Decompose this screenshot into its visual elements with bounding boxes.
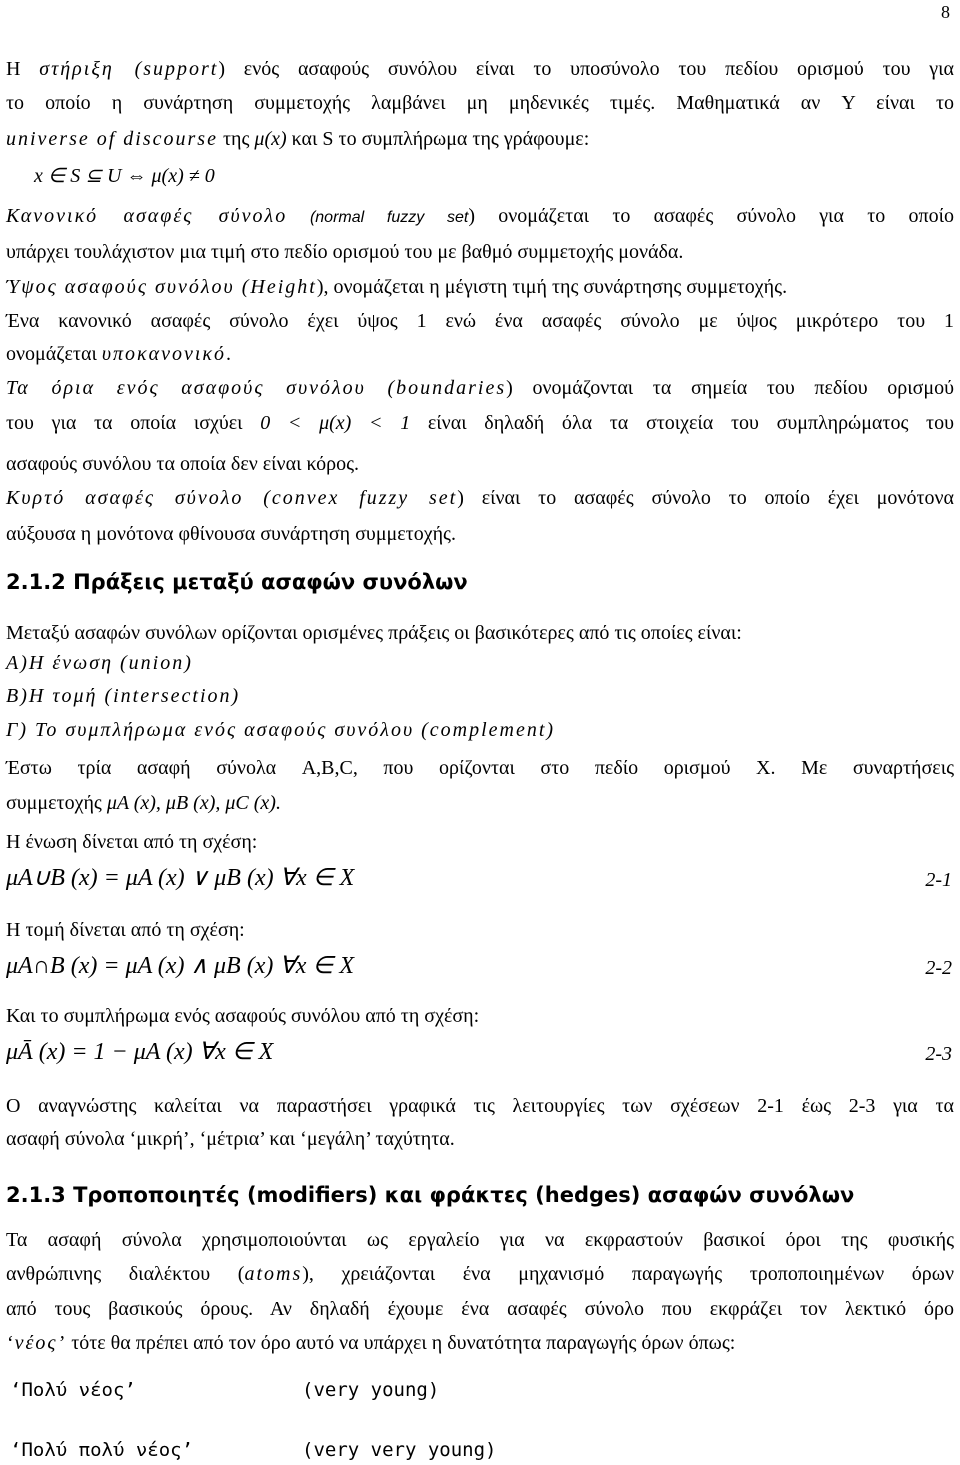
modifiers-line-1: Τα ασαφή σύνολα χρησιμοποιούνται ως εργαλείο για να εκφραστούν βασικοί όροι της φυσικής [6,1229,954,1251]
term-normal-en: (normal fuzzy set [287,209,469,226]
example-greek-2: ‘Πολύ πολύ νέος’ [10,1439,194,1461]
term-young: ‘νέος’ [6,1332,67,1354]
term-subnormal: υποκανονικό [101,343,227,365]
equation-number: 2-3 [925,1043,952,1065]
text: . [226,343,232,365]
support-line-3 [6,127,589,151]
intersection-intro: Η τομή δίνεται από τη σχέση: [6,919,245,941]
term-support: στήριξη (support [39,58,219,80]
text: και S το συμπλήρωμα της γράφουμε: [286,128,590,150]
normal-line-1 [6,204,954,230]
text: ) ενός ασαφούς συνόλου είναι το υποσύνολο του πεδίου ορισμού του για [218,58,955,80]
formula-boundaries: 0 < μ(x) < 1 [260,412,411,434]
boundaries-line-3: ασαφούς συνόλου τα οποία δεν είναι κόρος. [6,453,359,475]
op-union: Α)Η ένωση (union) [6,652,193,674]
op-complement: Γ) Το συμπλήρωμα ενός ασαφούς συνόλου (complement) [6,719,556,741]
intersection-equation [6,950,952,982]
term-universe: universe of discourse [6,128,218,150]
term-normal: Κανονικό ασαφές σύνολο [6,205,288,227]
support-line-1 [6,57,954,81]
equation-number: 2-1 [925,869,952,891]
equation-text: μA∩B (x) = μA (x) ∧ μB (x) ∀x ∈ X [6,953,354,979]
example-english-2: (very very young) [302,1439,497,1461]
support-formula: x ∈ S ⊆ U ⇔ μ(x) ≠ 0 [34,165,215,187]
formula-mu: μ(x) [254,128,287,150]
section-heading-212: 2.1.2 Πράξεις μεταξύ ασαφών συνόλων [6,570,468,594]
text: ) ονομάζονται τα σημεία του πεδίου ορισμού [506,377,954,399]
complement-equation [6,1036,952,1068]
ops-intro: Μεταξύ ασαφών συνόλων ορίζονται ορισμένες πράξεις οι βασικότερες από τις οποίες είναι: [6,622,742,644]
term-atoms: atoms [244,1263,303,1285]
text: της [217,128,255,150]
sets-line-2 [6,791,281,815]
text: ανθρώπινης διαλέκτου ( [6,1263,245,1285]
modifiers-line-3: από τους βασικούς όρους. Αν δηλαδή έχουμε ένα ασαφές σύνολο που εκφράζει τον λεκτικό όρο [6,1298,954,1320]
op-intersection: Β)Η τομή (intersection) [6,685,241,707]
text: Η [6,58,40,80]
equation-number: 2-2 [925,957,952,979]
equation-text: μĀ (x) = 1 − μA (x) ∀x ∈ X [6,1039,274,1065]
page-number: 8 [941,2,950,22]
section-heading-213: 2.1.3 Τροποποιητές (modifiers) και φράκτες (hedges) ασαφών συνόλων [6,1183,855,1207]
equation-text: μA∪B (x) = μA (x) ∨ μB (x) ∀x ∈ X [6,865,355,891]
term-height: Ύψος ασαφούς συνόλου (Height [6,276,317,298]
term-convex: Κυρτό ασαφές σύνολο (convex fuzzy set [6,487,458,509]
text: ) ονομάζεται το ασαφές σύνολο για το οποίο [468,205,954,227]
example-english-1: (very young) [302,1379,440,1401]
text: ) είναι το ασαφές σύνολο το οποίο έχει μονότονα [457,487,954,509]
union-intro: Η ένωση δίνεται από τη σχέση: [6,831,258,853]
reader-line-2: ασαφή σύνολα ‘μικρή’, ‘μέτρια’ και ‘μεγάλη’ ταχύτητα. [6,1128,455,1150]
modifiers-line-4 [6,1331,735,1355]
text: ), ονομάζεται η μέγιστη τιμή της συνάρτησης συμμετοχής. [316,276,788,298]
sets-line-1: Έστω τρία ασαφή σύνολα A,B,C, που ορίζονται στο πεδίο ορισμού X. Με συναρτήσεις [6,757,954,779]
term-boundaries: Τα όρια ενός ασαφούς συνόλου (boundaries [6,377,507,399]
support-line-2: το οποίο η συνάρτηση συμμετοχής λαμβάνει μη μηδενικές τιμές. Μαθηματικά αν Y είναι το [6,92,954,114]
example-greek-1: ‘Πολύ νέος’ [10,1379,136,1401]
convex-line-2: αύξουσα η μονότονα φθίνουσα συνάρτηση συμμετοχής. [6,523,456,545]
reader-line-1: Ο αναγνώστης καλείται να παραστήσει γραφικά τις λειτουργίες των σχέσεων 2-1 έως 2-3 για τα [6,1095,954,1117]
modifiers-line-2 [6,1262,954,1286]
convex-line-1 [6,486,954,510]
complement-intro: Και το συμπλήρωμα ενός ασαφούς συνόλου από τη σχέση: [6,1005,480,1027]
height-line-2: Ένα κανονικό ασαφές σύνολο έχει ύψος 1 ενώ ένα ασαφές σύνολο με ύψος μικρότερο του 1 [6,310,954,332]
text: του για τα οποία ισχύει [6,412,261,434]
boundaries-line-1 [6,376,954,400]
text: είναι δηλαδή όλα τα στοιχεία του συμπληρώματος του [410,412,954,434]
height-line-1 [6,275,787,299]
formula-membership: μA (x), μB (x), μC (x). [106,792,281,814]
boundaries-line-2 [6,411,954,435]
text: συμμετοχής [6,792,107,814]
text: ονομάζεται [6,343,102,365]
union-equation [6,862,952,894]
normal-line-2: υπάρχει τουλάχιστον μια τιμή στο πεδίο ορισμού του με βαθμό συμμετοχής μονάδα. [6,241,684,263]
text: τότε θα πρέπει από τον όρο αυτό να υπάρχει η δυνατότητα παραγωγής όρων όπως: [66,1332,736,1354]
height-line-3 [6,342,231,366]
text: ), χρειάζονται ένα μηχανισμό παραγωγής τροποποιημένων όρων [302,1263,954,1285]
